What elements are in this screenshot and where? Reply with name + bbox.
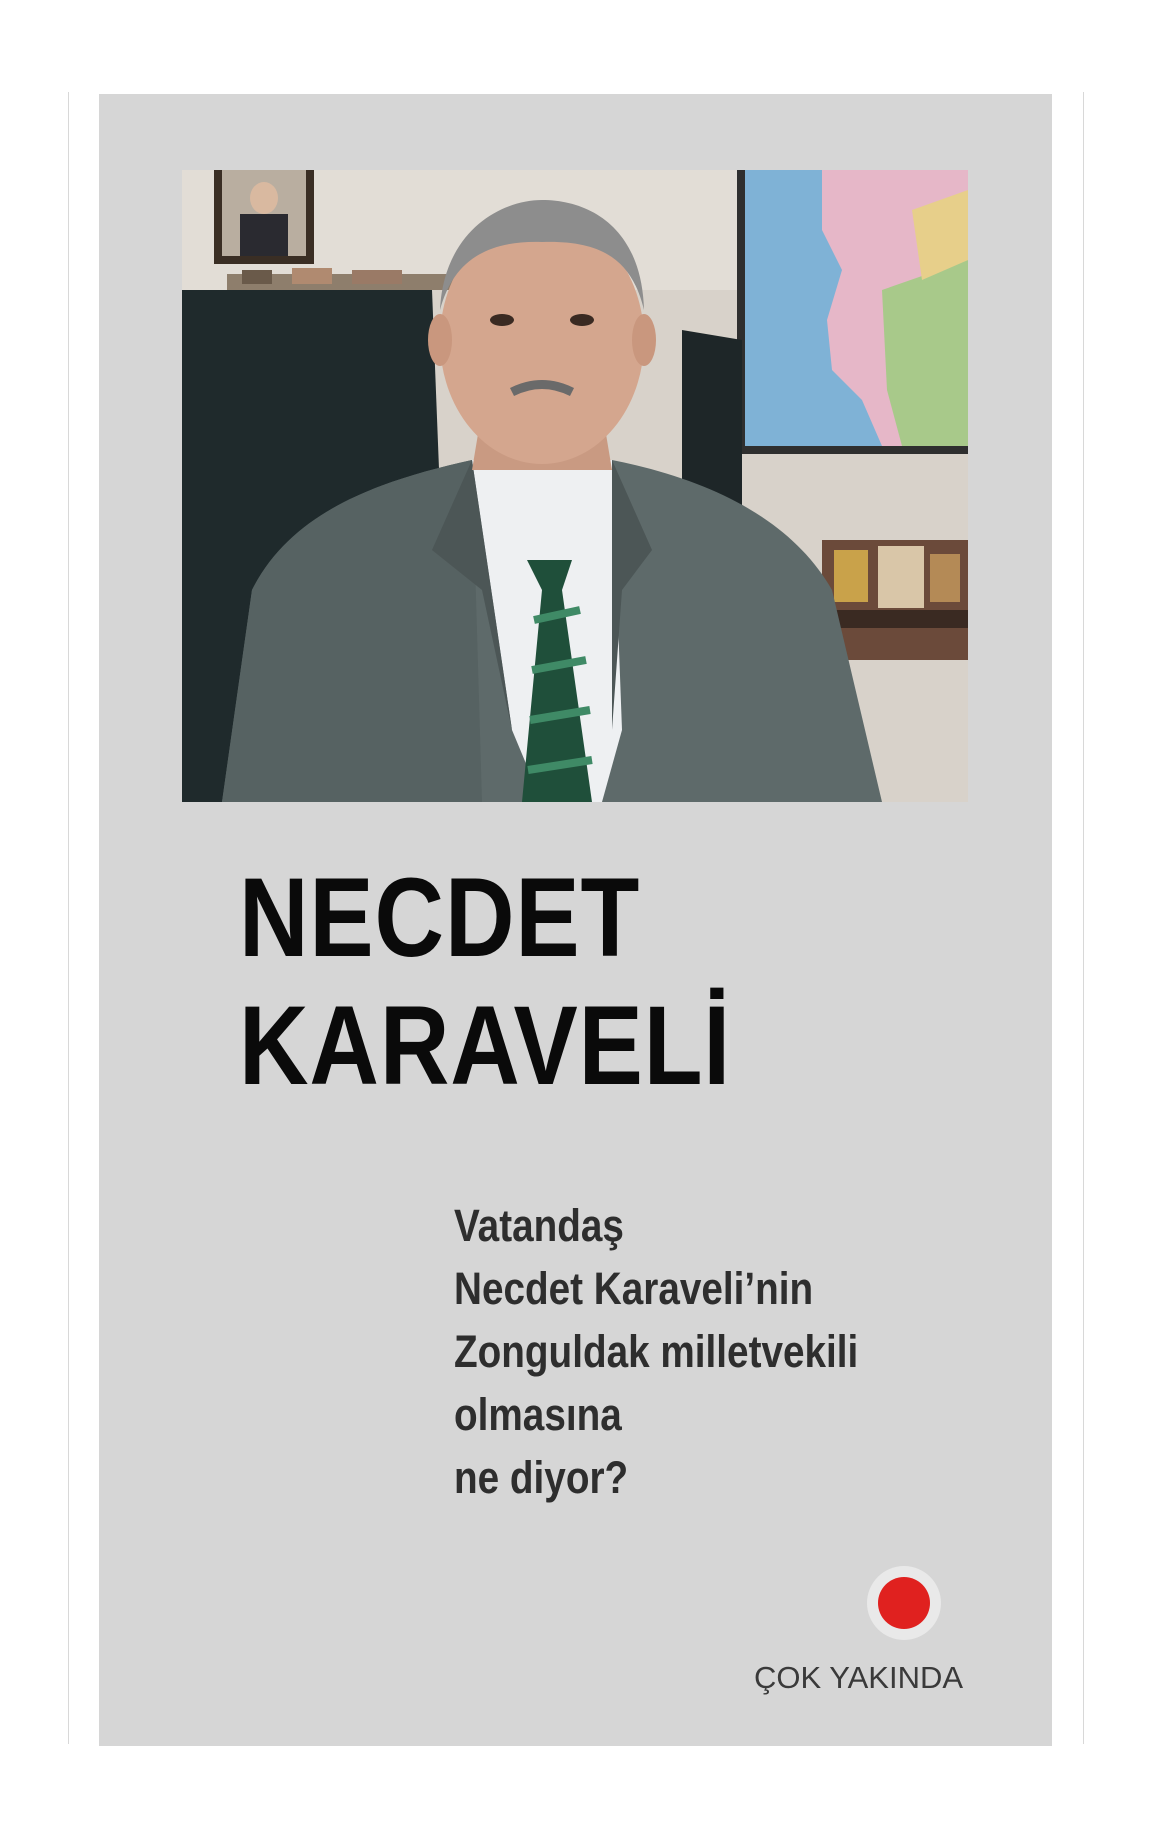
poster xyxy=(99,94,1052,1746)
red-dot xyxy=(878,1577,930,1629)
portrait-photo xyxy=(182,170,968,802)
question-line: olmasına xyxy=(454,1389,622,1440)
question-text xyxy=(454,1194,858,1509)
coming-soon-label: ÇOK YAKINDA xyxy=(754,1660,964,1695)
question-line: Necdet Karaveli’nin xyxy=(454,1263,814,1314)
name-line-2: KARAVELİ xyxy=(239,983,732,1108)
right-page-edge xyxy=(1083,92,1084,1744)
question-line: ne diyor? xyxy=(454,1452,629,1503)
question-line: Zonguldak milletvekili xyxy=(454,1326,859,1377)
name-line-1: NECDET xyxy=(239,855,641,980)
candidate-name xyxy=(239,854,731,1110)
question-line: Vatandaş xyxy=(454,1200,624,1251)
left-page-edge xyxy=(68,92,69,1744)
record-dot-icon xyxy=(867,1566,941,1640)
